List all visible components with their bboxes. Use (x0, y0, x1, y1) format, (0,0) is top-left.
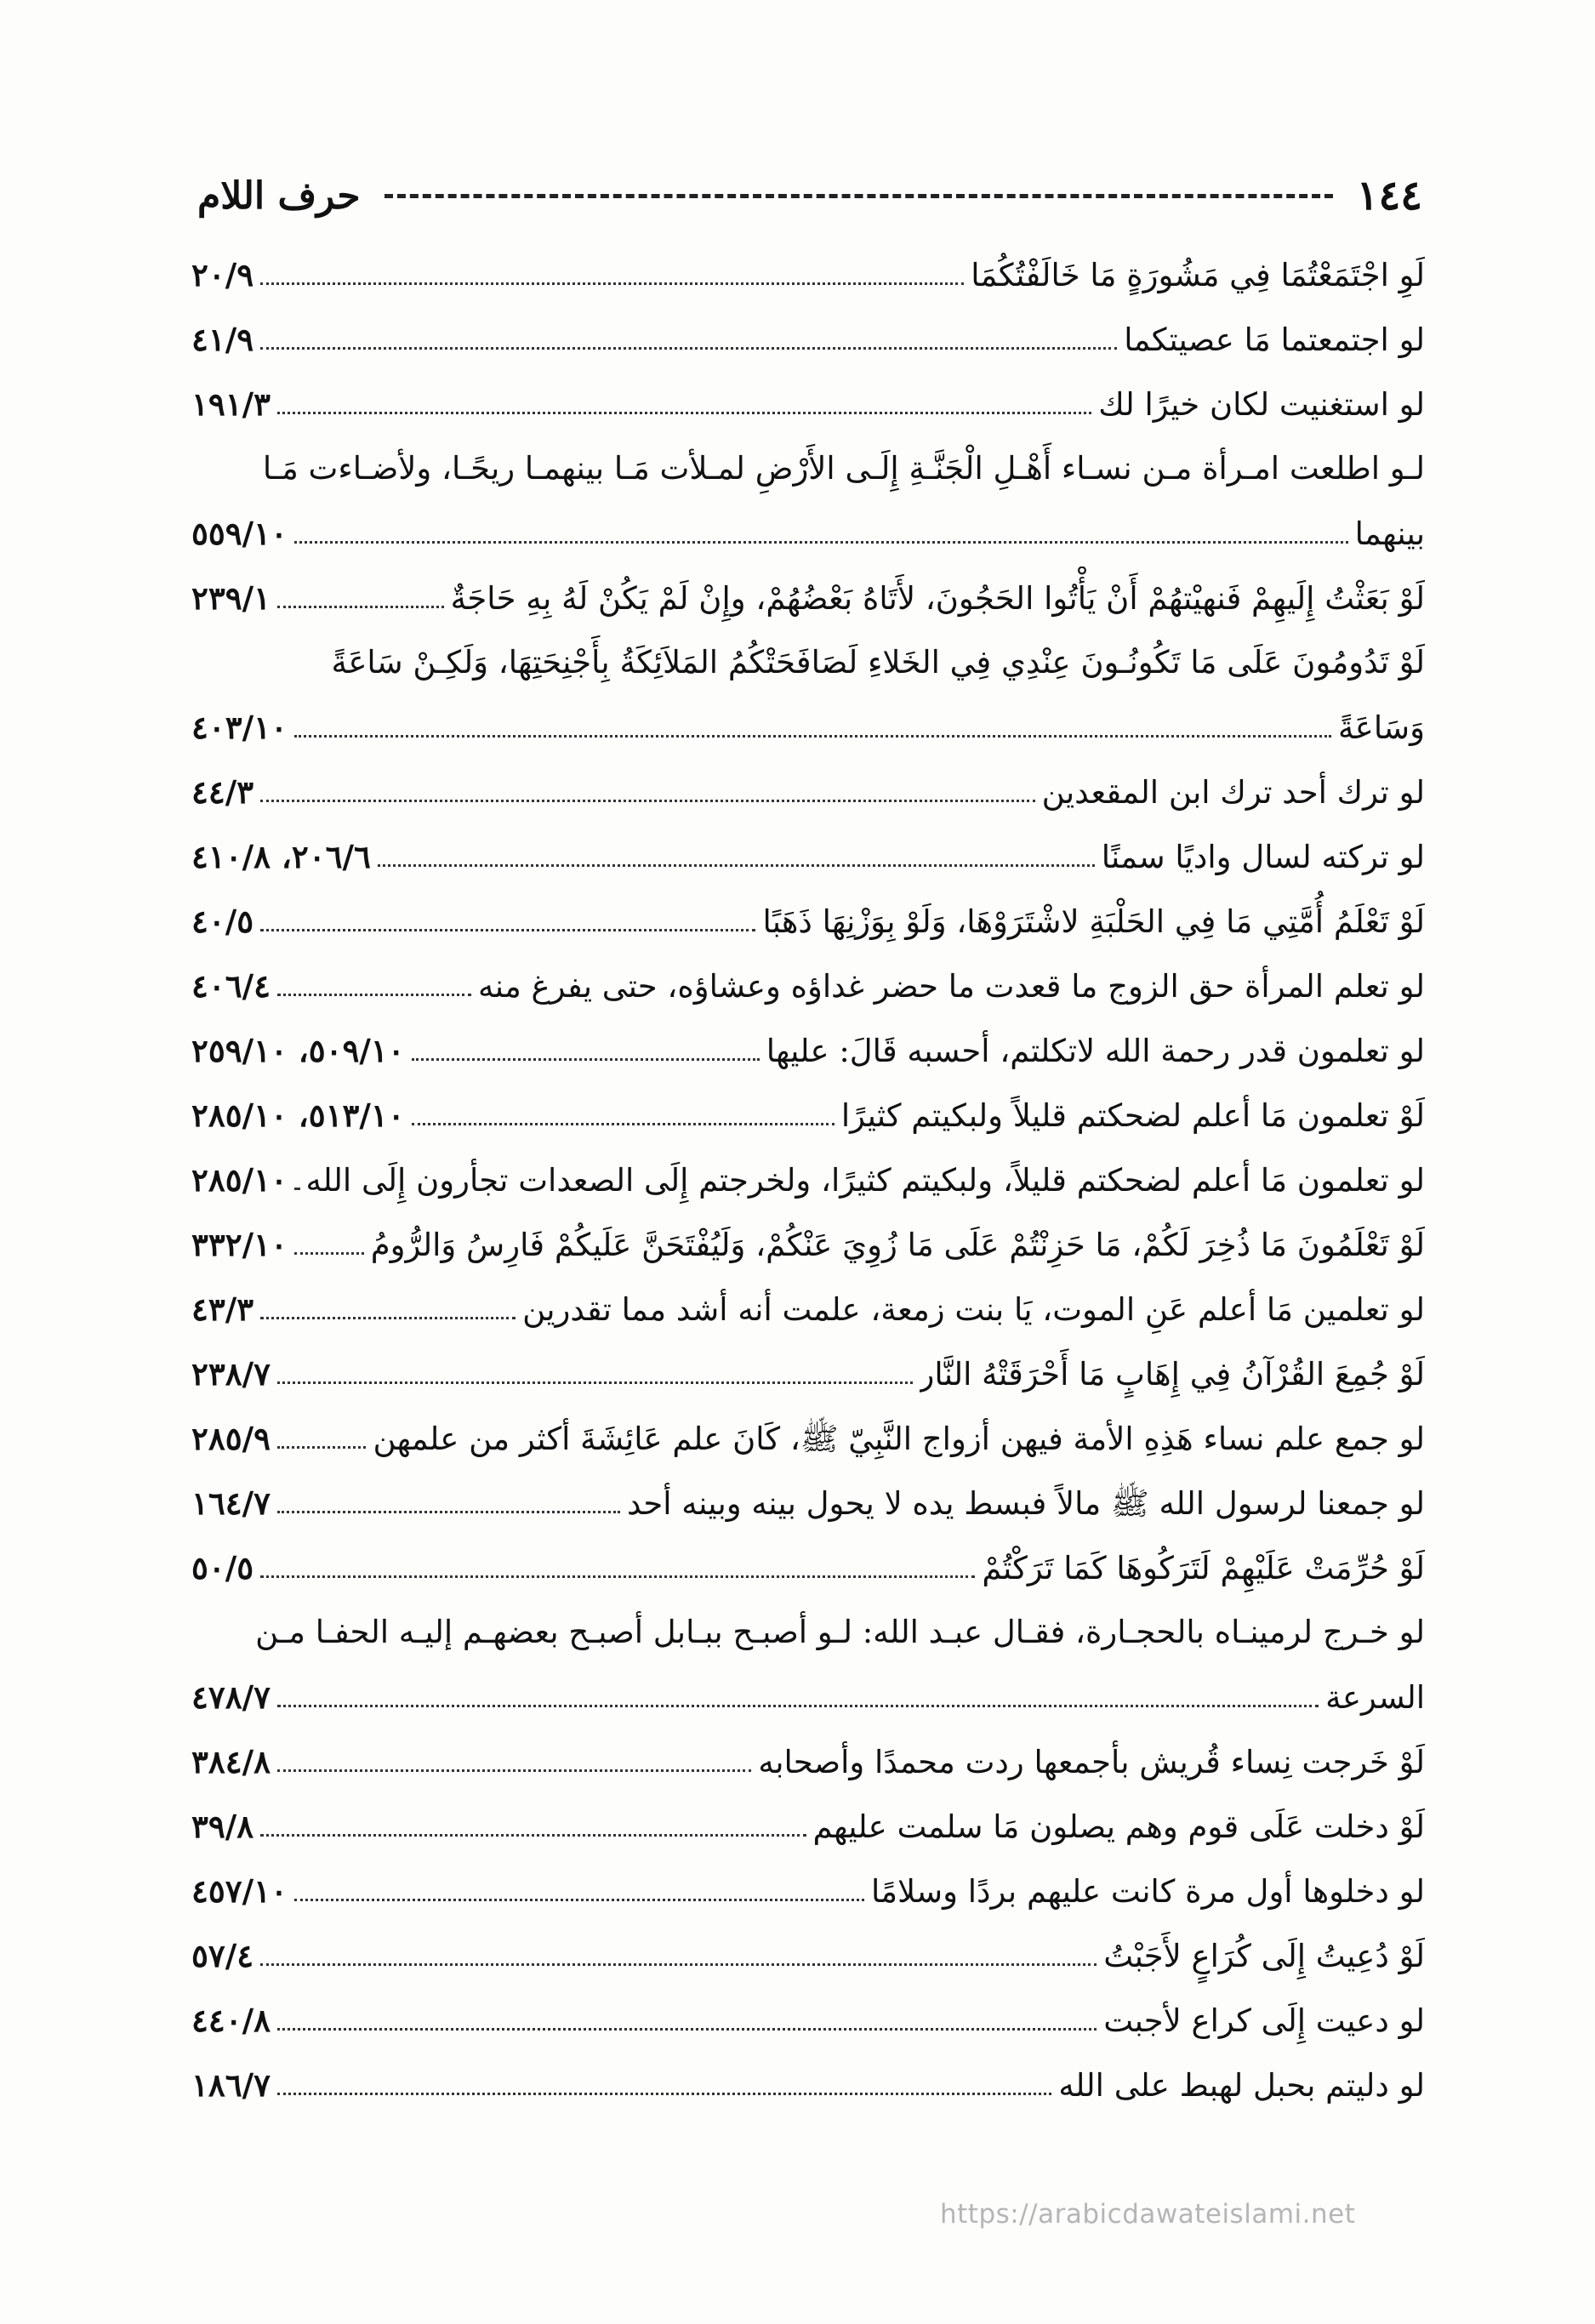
entry-line (191, 1988, 1425, 2053)
dot-leader (277, 1511, 620, 1513)
index-entry (191, 1729, 1425, 1794)
index-entry (191, 1535, 1425, 1600)
dot-leader (260, 1834, 806, 1837)
dot-leader (294, 1252, 364, 1255)
entry-reference: ٢٣٩/١ (191, 579, 271, 617)
entry-continuation-text: بينهما (1354, 515, 1425, 552)
entry-continuation-text: وَسَاعَةً (1337, 709, 1425, 746)
entry-reference: ٢٣٨/٧ (191, 1355, 271, 1393)
entry-reference: ١٦٤/٧ (191, 1484, 271, 1522)
index-entry (191, 436, 1425, 566)
index-entry (191, 242, 1425, 307)
entry-reference: ٥١٣/١٠، ٢٨٥/١٠ (191, 1096, 405, 1134)
entry-text: لو دعيت إِلَى كراع لأجبت (1103, 2002, 1425, 2039)
entry-reference: ٤٥٧/١٠ (191, 1872, 288, 1910)
index-entry (191, 1148, 1425, 1212)
dot-leader (277, 412, 1091, 414)
entry-reference: ٥٠٩/١٠، ٢٥٩/١٠ (191, 1032, 405, 1069)
dot-leader (294, 735, 1331, 738)
dot-leader (294, 1188, 299, 1190)
dot-leader (277, 2028, 1097, 2031)
dot-leader (260, 347, 1117, 350)
entry-reference: ٣٩/٨ (191, 1808, 254, 1845)
index-entry (191, 1341, 1425, 1406)
index-entry (191, 566, 1425, 630)
index-entry (191, 1859, 1425, 1923)
index-entry (191, 1406, 1425, 1471)
entry-text: لَوْ تعلمون مَا أعلم لضحكتم قليلاً ولبكيتم كثيرًا (840, 1097, 1425, 1134)
entry-text: لو دخلوها أول مرة كانت عليهم بردًا وسلامًا (870, 1873, 1425, 1910)
entry-continuation-line (191, 695, 1425, 760)
entry-reference: ٤٠٦/٤ (191, 967, 271, 1005)
entry-text: لو تعلمون مَا أعلم لضحكتم قليلاً، ولبكيتم كثيرًا، ولخرجتم إِلَى الصعدات تجأرون إِلَى الله (305, 1162, 1425, 1199)
entry-text: لو تعلمون قدر رحمة الله لاتكلتم، أحسبه قَالَ: عليها (766, 1033, 1425, 1069)
dot-leader (260, 282, 964, 285)
entry-line (191, 1794, 1425, 1859)
dot-leader (260, 800, 1035, 802)
dot-leader (294, 1899, 864, 1901)
dot-leader (277, 1381, 913, 1384)
entry-line (191, 2053, 1425, 2117)
entry-text: لَوْ تَعْلَمُ أُمَّتِي مَا فِي الحَلْبَةِ لاشْتَرَوْهَا، وَلَوْ بِوَزْنِهَا ذَهَبًا (762, 903, 1425, 940)
dot-leader (260, 929, 755, 931)
entry-line (191, 372, 1425, 436)
entry-text: لـو اطلعت امـرأة مـن نسـاء أَهْـلِ الْجَنَّـةِ إِلَـى الأَرْضِ لمـلأت مَـا بينهمـا ريحًـا، ولأضـاءت مَـا (262, 450, 1425, 487)
entry-line (191, 1535, 1425, 1600)
entry-line (191, 1729, 1425, 1794)
page-number: ١٤٤ (1356, 172, 1422, 219)
entry-text: لو استغنيت لكان خيرًا لك (1098, 386, 1425, 423)
dot-leader (277, 994, 471, 996)
entry-reference: ٥٠/٥ (191, 1549, 254, 1586)
entry-continuation-text: السرعة (1325, 1679, 1425, 1716)
dot-leader (277, 1446, 366, 1449)
entry-first-line (191, 1600, 1425, 1665)
entry-text: لَوْ خَرجت نِساء قُريش بأجمعها ردت محمدًا وأصحابه (758, 1744, 1425, 1780)
index-entry (191, 889, 1425, 954)
entry-reference: ١٨٦/٧ (191, 2066, 271, 2104)
index-entry (191, 1923, 1425, 1988)
dot-leader (277, 2093, 1051, 2095)
entry-line (191, 1083, 1425, 1148)
index-entry (191, 760, 1425, 824)
entry-reference: ٤٤/٣ (191, 773, 254, 811)
entry-line (191, 1277, 1425, 1341)
entry-continuation-line (191, 1665, 1425, 1729)
dot-leader (260, 1963, 1097, 1966)
index-entry (191, 1018, 1425, 1083)
entry-text: لو جمع علم نساء هَذِهِ الأمة فيهن أزواج النَّبِيّ ﷺ، كَانَ علم عَائِشَةَ أكثر من علمهن (373, 1421, 1425, 1457)
index-entry (191, 307, 1425, 372)
index-entry (191, 2053, 1425, 2117)
entry-text: لو ترك أحد ترك ابن المقعدين (1041, 774, 1425, 811)
entry-continuation-line (191, 501, 1425, 566)
section-title: حرف اللام (197, 174, 361, 218)
entry-text: لَوْ دخلت عَلَى قوم وهم يصلون مَا سلمت عليهم (812, 1809, 1425, 1845)
index-entry (191, 372, 1425, 436)
entry-line (191, 307, 1425, 372)
dot-leader (277, 1769, 751, 1772)
entry-text: لو تركته لسال واديًا سمنًا (1101, 839, 1425, 875)
entry-reference: ٣٨٤/٨ (191, 1743, 271, 1780)
entry-reference: ٤١/٩ (191, 321, 254, 358)
page-header (197, 170, 1422, 221)
index-entry (191, 1083, 1425, 1148)
dot-leader (412, 1058, 760, 1061)
entry-line (191, 566, 1425, 630)
entry-line (191, 1923, 1425, 1988)
entry-reference: ٤٣/٣ (191, 1290, 254, 1328)
entry-line (191, 1471, 1425, 1535)
entry-first-line (191, 436, 1425, 501)
entry-line (191, 1341, 1425, 1406)
entry-line (191, 954, 1425, 1018)
entry-text: لَوِ اجْتَمَعْتُمَا فِي مَشُورَةٍ مَا خَالَفْتُكُمَا (971, 257, 1425, 293)
entry-text: لَوْ تَعْلَمُونَ مَا ذُخِرَ لَكُمْ، مَا حَزِنْتُمْ عَلَى مَا زُوِيَ عَنْكُمْ، وَلَيُفْتَحَنَّ عَلَيكُمْ فَارِسُ وَالرُّومُ (370, 1227, 1425, 1263)
entry-reference: ٢٠/٩ (191, 256, 254, 293)
entry-text: لَوْ بَعَثْتُ إِلَيهِمْ فَنهيْتهُمْ أَنْ يَأْتُوا الحَجُونَ، لأَتَاهُ بَعْضُهُمْ، وإِنْ لَمْ يَكُنْ لَهُ بِهِ حَاجَةٌ (450, 580, 1425, 617)
entry-reference: ٤٠٣/١٠ (191, 709, 288, 746)
entry-text: لو خـرج لرمينـاه بالحجـارة، فقـال عبـد الله: لـو أصبـح ببـابل أصبـح بعضهـم إليـه الحفـا مـن (255, 1614, 1425, 1650)
entry-line (191, 889, 1425, 954)
entry-line (191, 242, 1425, 307)
dot-leader (378, 864, 1095, 867)
index-entry (191, 1277, 1425, 1341)
entry-text: لَوْ دُعِيتُ إِلَى كُرَاعٍ لأَجَبْتُ (1103, 1938, 1425, 1974)
entry-line (191, 824, 1425, 889)
entry-line (191, 1212, 1425, 1277)
dot-leader (277, 1705, 1319, 1707)
entry-reference: ٣٣٢/١٠ (191, 1226, 288, 1263)
entry-text: لو جمعنا لرسول الله ﷺ مالاً فبسط يده لا يحول بينه وبينه أحد (626, 1485, 1425, 1522)
entry-reference: ٤٠/٥ (191, 903, 254, 940)
dot-leader (260, 1575, 975, 1578)
index-entry (191, 1212, 1425, 1277)
entry-text: لَوْ جُمِعَ القُرْآنُ فِي إِهَابٍ مَا أَحْرَقَتْهُ النَّار (919, 1356, 1425, 1393)
entry-reference: ٤٤٠/٨ (191, 2002, 271, 2039)
entry-line (191, 1859, 1425, 1923)
entry-text: لَوْ تَدُومُونَ عَلَى مَا تَكُونُـونَ عِنْدِي فِي الخَلاءِ لَصَافَحَتْكُمُ المَلاَئِكَةُ بِأَجْنِحَتِهَا، وَلَكِـنْ سَاعَةً (331, 644, 1425, 681)
entry-line (191, 1406, 1425, 1471)
entry-reference: ٢٠٦/٦، ٤١٠/٨ (191, 838, 371, 875)
dot-leader (294, 541, 1348, 544)
entry-reference: ٤٧٨/٧ (191, 1678, 271, 1716)
entry-reference: ٥٥٩/١٠ (191, 515, 288, 552)
header-dash-rule (385, 194, 1333, 198)
entry-text: لو اجتمعتما مَا عصيتكما (1124, 322, 1425, 358)
index-entry (191, 1471, 1425, 1535)
index-entry-list (191, 242, 1425, 2117)
dot-leader (412, 1123, 835, 1125)
index-entry (191, 1600, 1425, 1729)
dot-leader (260, 1317, 516, 1319)
dot-leader (277, 606, 444, 608)
entry-line (191, 1018, 1425, 1083)
entry-reference: ٥٧/٤ (191, 1937, 254, 1974)
entry-line (191, 760, 1425, 824)
entry-reference: ٢٨٥/١٠ (191, 1161, 288, 1199)
entry-text: لَوْ حُرِّمَتْ عَلَيْهِمْ لَتَرَكُوهَا كَمَا تَرَكْتُمْ (982, 1550, 1425, 1586)
index-entry (191, 954, 1425, 1018)
entry-text: لو تعلمين مَا أعلم عَنِ الموت، يَا بنت زمعة، علمت أنه أشد مما تقدرين (522, 1291, 1425, 1328)
index-entry (191, 824, 1425, 889)
entry-text: لو دليتم بحبل لهبط على الله (1058, 2067, 1425, 2104)
index-entry (191, 1988, 1425, 2053)
entry-first-line (191, 630, 1425, 695)
index-entry (191, 1794, 1425, 1859)
watermark-url: https://arabicdawateislami.net (940, 2199, 1356, 2230)
entry-reference: ٢٨٥/٩ (191, 1420, 271, 1457)
entry-text: لو تعلم المرأة حق الزوج ما قعدت ما حضر غداؤه وعشاؤه، حتى يفرغ منه (477, 968, 1425, 1005)
index-entry (191, 630, 1425, 760)
entry-reference: ١٩١/٣ (191, 385, 271, 423)
entry-line (191, 1148, 1425, 1212)
